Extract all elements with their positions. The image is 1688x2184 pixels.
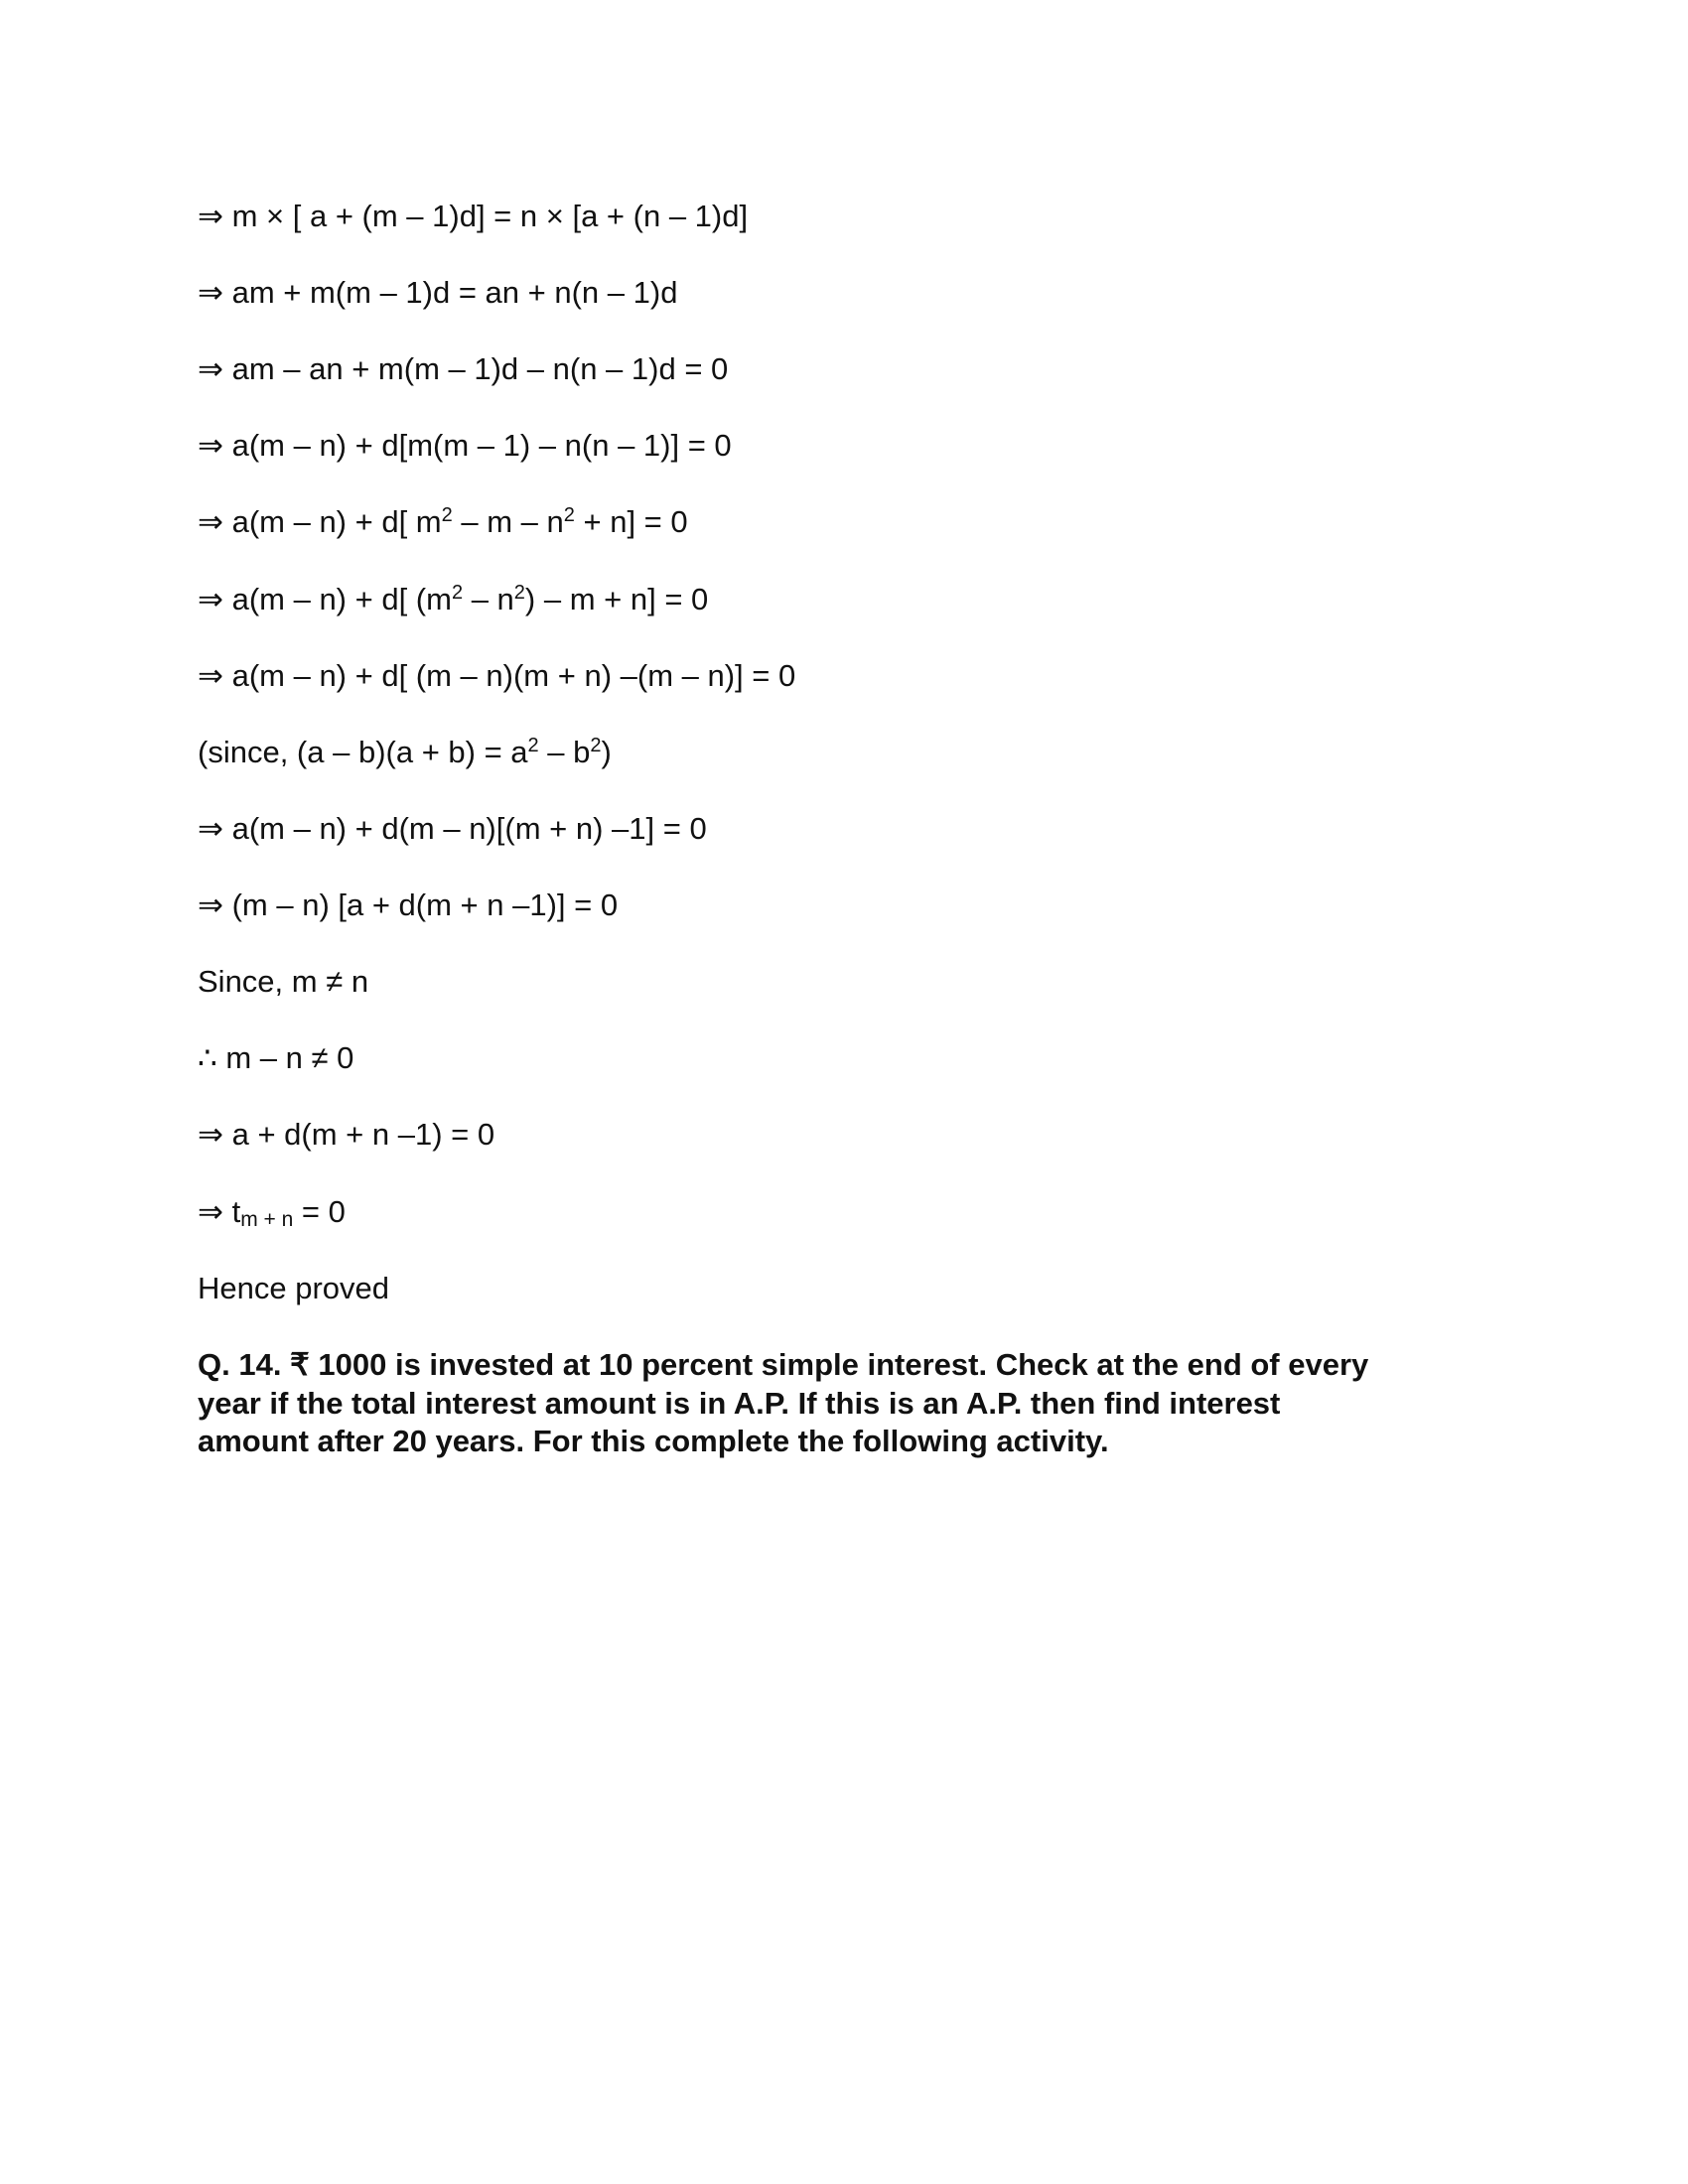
proof-step-4	[198, 428, 732, 464]
proof-text: ) – m + n] = 0	[524, 582, 709, 616]
proof-text: – m – n	[452, 504, 564, 539]
question-text-line: amount after 20 years. For this complete the following activity.	[198, 1424, 1109, 1458]
proof-text: – b	[538, 735, 591, 769]
proof-text: ⇒ a(m – n) + d[ (m	[198, 582, 452, 616]
proof-step-7	[198, 658, 795, 694]
proof-text: ∴ m – n ≠ 0	[198, 1040, 354, 1075]
proof-step-10	[198, 1117, 494, 1153]
proof-text: + n] = 0	[574, 504, 688, 539]
superscript: 2	[527, 735, 539, 756]
proof-text: ⇒ (m – n) [a + d(m + n –1)] = 0	[198, 887, 619, 922]
superscript: 2	[563, 504, 575, 526]
proof-text: ⇒ t	[198, 1194, 241, 1229]
question-text-line: Q. 14. ₹ 1000 is invested at 10 percent simple interest. Check at the end of every	[198, 1347, 1369, 1382]
proof-note-identity	[198, 735, 612, 770]
proof-text: ⇒ a + d(m + n –1) = 0	[198, 1117, 495, 1152]
proof-text: ⇒ a(m – n) + d(m – n)[(m + n) –1] = 0	[198, 811, 707, 846]
proof-text: )	[601, 735, 612, 769]
proof-text: (since, (a – b)(a + b) = a	[198, 735, 528, 769]
proof-text: ⇒ am + m(m – 1)d = an + n(n – 1)d	[198, 275, 678, 310]
proof-text: = 0	[293, 1194, 346, 1229]
proof-since	[198, 964, 368, 1000]
superscript: 2	[513, 582, 525, 604]
proof-step-2	[198, 275, 677, 311]
proof-text: ⇒ a(m – n) + d[ (m – n)(m + n) –(m – n)] = 0	[198, 658, 796, 693]
proof-step-11	[198, 1194, 346, 1238]
proof-step-6	[198, 582, 708, 617]
superscript: 2	[451, 582, 464, 604]
question-14	[198, 1346, 1488, 1461]
proof-text: ⇒ am – an + m(m – 1)d – n(n – 1)d = 0	[198, 351, 729, 386]
proof-step-1	[198, 199, 748, 234]
proof-text: – n	[463, 582, 514, 616]
superscript: 2	[441, 504, 453, 526]
proof-text: Hence proved	[198, 1271, 390, 1305]
subscript: m + n	[240, 1208, 294, 1231]
proof-step-9	[198, 887, 618, 923]
proof-text: Since, m ≠ n	[198, 964, 369, 999]
question-text-line: year if the total interest amount is in A.P. If this is an A.P. then find interest	[198, 1385, 1281, 1421]
proof-conclusion	[198, 1271, 389, 1306]
proof-step-5	[198, 504, 688, 540]
proof-step-3	[198, 351, 728, 387]
proof-text: ⇒ a(m – n) + d[ m	[198, 504, 442, 539]
proof-therefore	[198, 1040, 353, 1076]
proof-text: ⇒ a(m – n) + d[m(m – 1) – n(n – 1)] = 0	[198, 428, 732, 463]
superscript: 2	[590, 735, 602, 756]
proof-text: ⇒ m × [ a + (m – 1)d] = n × [a + (n – 1)d]	[198, 199, 749, 233]
proof-step-8	[198, 811, 707, 847]
